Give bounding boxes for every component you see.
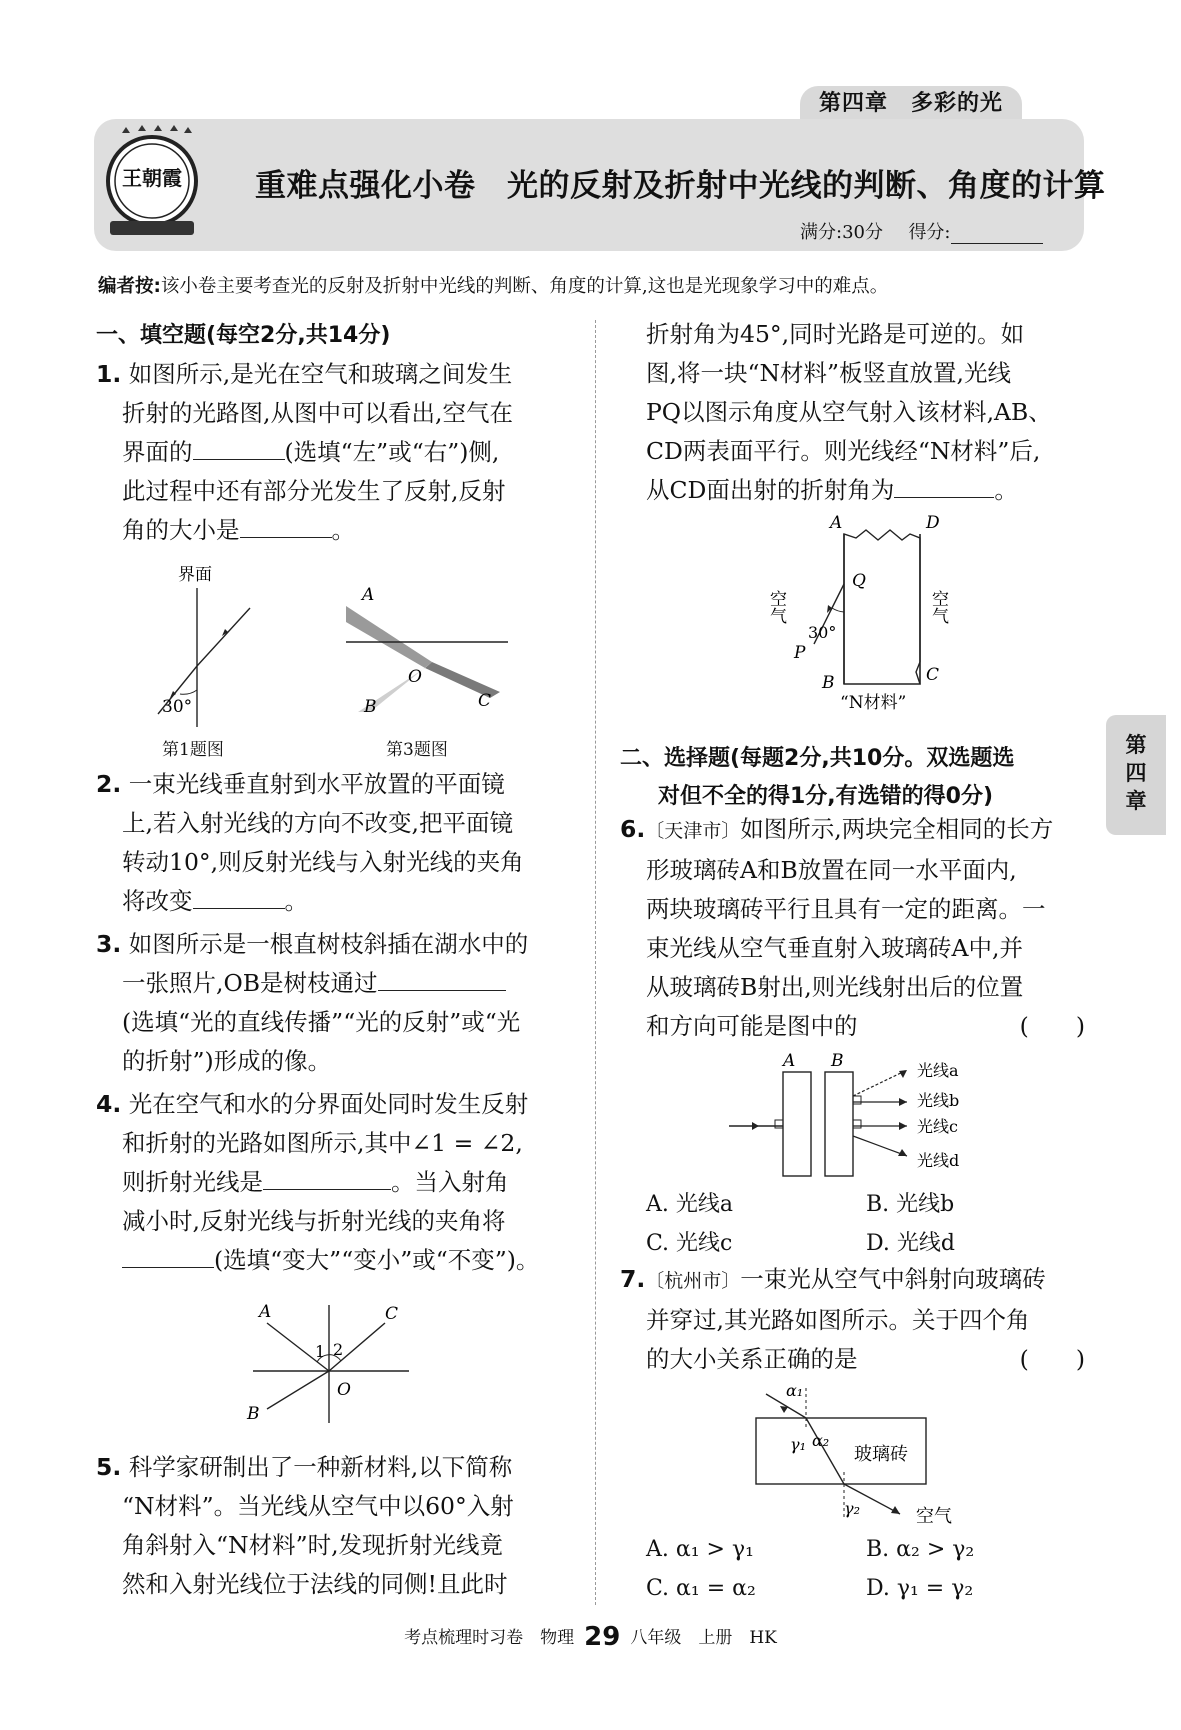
q2-text: 将改变 bbox=[122, 887, 193, 915]
fig6-ray-a bbox=[853, 1070, 907, 1096]
side-tab-char: 四 bbox=[1125, 761, 1147, 785]
fig5-material-label: “N材料” bbox=[840, 693, 907, 713]
section2-title bbox=[620, 740, 1014, 816]
score-line bbox=[800, 218, 1043, 244]
fig5-air-left: 空气 bbox=[766, 590, 786, 624]
q4-blank-1[interactable] bbox=[263, 1167, 391, 1190]
fig1-angle: 30° bbox=[162, 697, 193, 717]
fig3-label-o: O bbox=[408, 667, 422, 687]
logo-text: 王朝霞 bbox=[122, 166, 182, 190]
q6-text: 和方向可能是图中的 bbox=[646, 1012, 858, 1040]
figure-3 bbox=[340, 580, 520, 730]
question-2 bbox=[96, 765, 566, 921]
section2-title-line: 二、选择题(每题2分,共10分。双选题选 bbox=[620, 746, 1015, 771]
fig7-alpha1: α₁ bbox=[786, 1381, 804, 1400]
fig5-label-a: A bbox=[830, 513, 843, 533]
fig3-label-c: C bbox=[478, 691, 492, 711]
q5-text: 科学家研制出了一种新材料,以下简称 bbox=[128, 1453, 513, 1481]
q2-text: 上,若入射光线的方向不改变,把平面镜 bbox=[122, 809, 513, 837]
q2-text: 。 bbox=[284, 887, 308, 915]
fig7-air-label: 空气 bbox=[916, 1506, 952, 1527]
q6-number: 6. bbox=[620, 815, 646, 843]
q1-text: 此过程中还有部分光发生了反射,反射 bbox=[122, 477, 506, 505]
fig5-label-q: Q bbox=[852, 571, 866, 591]
fig6-ray-c-label: 光线c bbox=[917, 1117, 958, 1136]
q7-text: 的大小关系正确的是 bbox=[646, 1345, 858, 1373]
q4-text: 和折射的光路如图所示,其中∠1 = ∠2, bbox=[122, 1129, 523, 1157]
fig5-air-right: 空气 bbox=[928, 590, 948, 624]
q3-number: 3. bbox=[96, 930, 122, 958]
publisher-logo bbox=[104, 125, 200, 243]
q7-option-a[interactable]: A. α₁ > γ₁ bbox=[646, 1537, 754, 1562]
page-number: 29 bbox=[584, 1622, 621, 1652]
q6-text: 如图所示,两块完全相同的长方 bbox=[740, 815, 1054, 843]
q6-text: 从玻璃砖B射出,则光线射出后的位置 bbox=[646, 973, 1024, 1001]
q5-text: CD两表面平行。则光线经“N材料”后, bbox=[646, 437, 1041, 465]
q5-text: 角斜射入“N材料”时,发现折射光线竟 bbox=[122, 1531, 504, 1559]
q1-blank-2[interactable] bbox=[240, 515, 332, 538]
fig3-label-a: A bbox=[362, 585, 375, 605]
section2-title-line: 对但不全的得1分,有选错的得0分) bbox=[658, 784, 994, 809]
fig5-label-d: D bbox=[926, 513, 940, 533]
q6-source-tag: 〔天津市〕 bbox=[645, 820, 741, 842]
q7-text: 并穿过,其光路如图所示。关于四个角 bbox=[646, 1306, 1030, 1334]
fig4-label-b: B bbox=[247, 1404, 260, 1424]
q2-blank[interactable] bbox=[193, 886, 285, 909]
fig7-gamma2: γ₂ bbox=[844, 1499, 860, 1518]
fig1-label: 界面 bbox=[178, 565, 212, 585]
chapter-tab: 第四章 多彩的光 bbox=[800, 86, 1022, 122]
q2-number: 2. bbox=[96, 770, 122, 798]
question-7 bbox=[620, 1260, 1085, 1379]
figure-6 bbox=[725, 1050, 985, 1180]
q6-option-a[interactable]: A. 光线a bbox=[646, 1192, 733, 1217]
figure-1 bbox=[140, 562, 280, 732]
full-score: 满分:30分 bbox=[800, 222, 883, 243]
q3-blank[interactable] bbox=[378, 968, 506, 991]
q1-text: 。 bbox=[331, 516, 355, 544]
question-3 bbox=[96, 925, 566, 1081]
q4-blank-2[interactable] bbox=[122, 1245, 214, 1268]
fig4-label-a: A bbox=[259, 1302, 272, 1322]
fig6-ray-d bbox=[853, 1136, 907, 1156]
q4-text: 光在空气和水的分界面处同时发生反射 bbox=[128, 1090, 529, 1118]
q3-text: 的折射”)形成的像。 bbox=[122, 1047, 332, 1075]
fig6-ray-b-label: 光线b bbox=[917, 1091, 960, 1110]
q7-text: 一束光从空气中斜射向玻璃砖 bbox=[740, 1265, 1046, 1293]
question-6 bbox=[620, 810, 1085, 1046]
q1-text: (选填“左”或“右”)侧, bbox=[284, 438, 500, 466]
fig1-caption: 第1题图 bbox=[162, 740, 224, 760]
footer-left: 考点梳理时习卷 物理 bbox=[404, 1628, 575, 1648]
fig5-label-b: B bbox=[822, 673, 835, 693]
question-4 bbox=[96, 1085, 566, 1280]
column-divider bbox=[595, 320, 596, 1605]
q1-number: 1. bbox=[96, 360, 122, 388]
fig6-ray-a-label: 光线a bbox=[917, 1061, 959, 1080]
q6-option-b[interactable]: B. 光线b bbox=[866, 1192, 955, 1217]
q6-text: 束光线从空气垂直射入玻璃砖A中,并 bbox=[646, 934, 1023, 962]
q7-answer-paren[interactable]: ( ) bbox=[1019, 1345, 1085, 1373]
fig7-glass-label: 玻璃砖 bbox=[854, 1444, 908, 1465]
fig5-angle: 30° bbox=[808, 623, 837, 642]
fig7-gamma1: γ₁ bbox=[790, 1435, 806, 1454]
q7-option-c[interactable]: C. α₁ = α₂ bbox=[646, 1576, 756, 1601]
q3-text: 如图所示是一根直树枝斜插在湖水中的 bbox=[128, 930, 529, 958]
q4-text: (选填“变大”“变小”或“不变”)。 bbox=[214, 1246, 540, 1274]
fig4-angle-2: 2 bbox=[333, 1340, 344, 1359]
q1-text: 角的大小是 bbox=[122, 516, 240, 544]
fig6-ray-d-label: 光线d bbox=[917, 1151, 960, 1170]
side-tab-char: 章 bbox=[1125, 789, 1147, 813]
q6-answer-paren[interactable]: ( ) bbox=[1019, 1012, 1085, 1040]
q7-source-tag: 〔杭州市〕 bbox=[645, 1270, 741, 1292]
footer-right: 八年级 上册 HK bbox=[630, 1628, 777, 1648]
q5-text: 从CD面出射的折射角为 bbox=[646, 476, 895, 504]
fig4-ray-ob bbox=[267, 1371, 329, 1409]
section1-title: 一、填空题(每空2分,共14分) bbox=[96, 323, 391, 348]
q7-number: 7. bbox=[620, 1265, 646, 1293]
q6-text: 形玻璃砖A和B放置在同一水平面内, bbox=[646, 856, 1017, 884]
fig1-refracted-ray bbox=[197, 608, 250, 666]
score-blank bbox=[951, 226, 1043, 244]
q4-text: 则折射光线是 bbox=[122, 1168, 263, 1196]
q4-text: 减小时,反射光线与折射光线的夹角将 bbox=[122, 1207, 506, 1235]
page-footer bbox=[0, 1622, 1181, 1652]
q5-blank[interactable] bbox=[894, 475, 994, 498]
side-tab-char: 第 bbox=[1125, 733, 1147, 757]
figure-4 bbox=[245, 1295, 415, 1425]
fig3-caption: 第3题图 bbox=[386, 740, 448, 760]
fig5-label-p: P bbox=[794, 643, 806, 663]
fig7-alpha2: α₂ bbox=[812, 1431, 830, 1450]
fig4-label-o: O bbox=[337, 1380, 351, 1400]
q6-option-d[interactable]: D. 光线d bbox=[866, 1231, 955, 1256]
q5-number: 5. bbox=[96, 1453, 122, 1481]
q5-text: 折射角为45°,同时光路是可逆的。如 bbox=[646, 320, 1025, 348]
figure-7 bbox=[740, 1380, 980, 1530]
q6-text: 两块玻璃砖平行且具有一定的距离。一 bbox=[646, 895, 1046, 923]
page-title: 重难点强化小卷 光的反射及折射中光线的判断、角度的计算 bbox=[255, 168, 1106, 204]
fig4-label-c: C bbox=[385, 1304, 399, 1324]
question-5 bbox=[96, 1448, 566, 1604]
q5-text: “N材料”。当光线从空气中以60°入射 bbox=[122, 1492, 514, 1520]
q1-blank-1[interactable] bbox=[193, 437, 285, 460]
q1-text: 界面的 bbox=[122, 438, 193, 466]
editor-note-label: 编者按: bbox=[98, 276, 161, 297]
q6-option-c[interactable]: C. 光线c bbox=[646, 1231, 733, 1256]
fig4-angle-1: 1 bbox=[315, 1342, 326, 1361]
fig6-label-b: B bbox=[831, 1051, 844, 1071]
fig6-label-a: A bbox=[783, 1051, 796, 1071]
q1-text: 折射的光路图,从图中可以看出,空气在 bbox=[122, 399, 513, 427]
q5-text: 。 bbox=[994, 476, 1018, 504]
editor-note-text: 该小卷主要考查光的反射及折射中光线的判断、角度的计算,这也是光现象学习中的难点。 bbox=[160, 276, 889, 297]
fig6-brick-b bbox=[825, 1072, 853, 1176]
q5-text: PQ以图示角度从空气射入该材料,AB、 bbox=[646, 398, 1052, 426]
q1-text: 如图所示,是光在空气和玻璃之间发生 bbox=[128, 360, 513, 388]
fig5-material-block bbox=[844, 530, 920, 684]
question-5-continued bbox=[620, 315, 1085, 510]
q4-number: 4. bbox=[96, 1090, 122, 1118]
chapter-side-tab bbox=[1106, 715, 1166, 835]
q7-option-d[interactable]: D. γ₁ = γ₂ bbox=[866, 1576, 974, 1601]
q3-text: 一张照片,OB是树枝通过 bbox=[122, 969, 378, 997]
question-1 bbox=[96, 355, 566, 550]
q2-text: 一束光线垂直射到水平放置的平面镜 bbox=[128, 770, 505, 798]
figure-5 bbox=[766, 512, 970, 717]
q5-text: 图,将一块“N材料”板竖直放置,光线 bbox=[646, 359, 1012, 387]
score-label: 得分: bbox=[908, 222, 951, 243]
q7-option-b[interactable]: B. α₂ > γ₂ bbox=[866, 1537, 975, 1562]
fig3-label-b: B bbox=[364, 697, 377, 717]
q5-text: 然和入射光线位于法线的同侧!且此时 bbox=[122, 1570, 508, 1598]
q4-text: 。当入射角 bbox=[391, 1168, 509, 1196]
q3-text: (选填“光的直线传播”“光的反射”或“光 bbox=[122, 1008, 521, 1036]
fig6-brick-a bbox=[783, 1072, 811, 1176]
fig5-label-c: C bbox=[926, 665, 940, 685]
editor-note bbox=[98, 272, 888, 298]
q2-text: 转动10°,则反射光线与入射光线的夹角 bbox=[122, 848, 524, 876]
